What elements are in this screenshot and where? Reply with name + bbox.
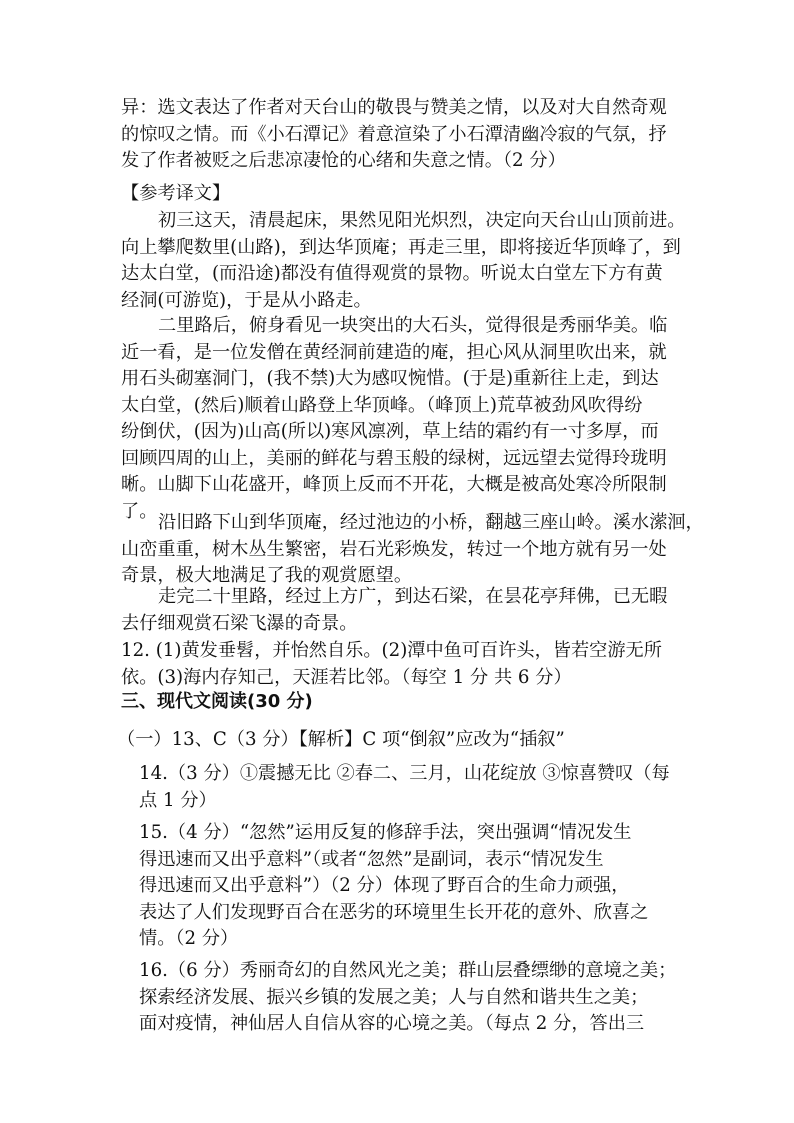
text-line: 经洞(可游览)，于是从小路走。 <box>121 289 372 311</box>
section-heading: 【参考译文】 <box>121 183 231 204</box>
text-line: 依。(3)海内存知己，天涯若比邻。（每空 1 分 共 6 分） <box>121 666 572 688</box>
text-line: 面对疫情，神仙居人自信从容的心境之美。（每点 2 分，答出三 <box>139 1013 645 1034</box>
text-line: 发了作者被贬之后悲凉凄怆的心绪和失意之情。（2 分） <box>121 150 566 171</box>
translation-paragraph-1 <box>121 208 686 314</box>
text-line: 异：选文表达了作者对天台山的敬畏与赞美之情，以及对大自然奇观 <box>121 97 667 118</box>
text-line: 用石头砌塞洞门，(我不禁)大为感叹惋惜。(于是)重新往上走，到达 <box>121 368 659 389</box>
section-3-heading <box>121 689 681 716</box>
translation-paragraph-3 <box>121 510 704 590</box>
question-14-answer <box>139 761 699 814</box>
text-line: 点 1 分） <box>139 789 217 811</box>
text-line: 奇景，极大地满足了我的观赏愿望。 <box>121 565 413 586</box>
text-line: （一）13、C（3 分）【解析】C 项“倒叙”应改为“插叙” <box>117 729 565 750</box>
text-line: 16.（6 分）秀丽奇幻的自然风光之美；群山层叠缥缈的意境之美； <box>139 960 677 981</box>
text-line: 回顾四周的山上，美丽的鲜花与碧玉般的绿树，远远望去觉得玲珑明 <box>121 447 667 469</box>
translation-paragraph-4 <box>121 584 681 637</box>
translation-paragraph-2 <box>121 313 681 525</box>
text-line: 初三这天，清晨起床，果然见阳光炽烈，决定向天台山山顶前进。 <box>158 210 686 231</box>
translation-heading <box>121 181 681 208</box>
text-line: 沿旧路下山到华顶庵，经过池边的小桥，翻越三座山岭。溪水潆洄， <box>158 512 704 533</box>
text-line: 得迅速而又出乎意料”（或者“忽然”是副词，表示“情况发生 <box>139 848 604 870</box>
question-16-answer <box>139 958 699 1038</box>
text-line: 15.（4 分）“忽然”运用反复的修辞手法，突出强调“情况发生 <box>139 822 632 843</box>
text-line: 二里路后，俯身看见一块突出的大石头，觉得很是秀丽华美。临 <box>158 315 668 336</box>
text-line: 探索经济发展、振兴乡镇的发展之美；人与自然和谐共生之美； <box>139 986 649 1008</box>
text-line: 山峦重重，树木丛生繁密，岩石光彩焕发，转过一个地方就有另一处 <box>121 538 667 560</box>
text-line: 14.（3 分）①震撼无比 ②春二、三月，山花绽放 ③惊喜赞叹（每 <box>139 763 670 784</box>
text-line: 得迅速而又出乎意料”）（2 分）体现了野百合的生命力顽强， <box>139 875 630 896</box>
text-line: 12. (1)黄发垂髫，并怡然自乐。(2)潭中鱼可百许头，皆若空游无所 <box>121 640 662 661</box>
question-12-answer <box>121 638 681 691</box>
text-line: 达太白堂，(而沿途)都没有值得观赏的景物。听说太白堂左下方有黄 <box>121 263 663 284</box>
section-heading: 三、现代文阅读(30 分) <box>121 691 313 712</box>
text-line: 了。 <box>121 500 158 522</box>
text-line: 向上攀爬数里(山路)，到达华顶庵；再走三里，即将接近华顶峰了，到 <box>121 236 681 258</box>
text-line: 表达了人们发现野百合在恶劣的环境里生长开花的意外、欣喜之 <box>139 901 649 923</box>
text-line: 去仔细观赏石梁飞瀑的奇景。 <box>121 612 358 634</box>
question-13-answer <box>117 727 677 754</box>
text-line: 太白堂，(然后)顺着山路登上华顶峰。（峰顶上)荒草被劲风吹得纷 <box>121 394 643 416</box>
comparison-answer <box>121 95 681 175</box>
question-15-answer <box>139 820 699 953</box>
text-line: 走完二十里路，经过上方广，到达石梁，在昙花亭拜佛，已无暇 <box>158 586 668 607</box>
text-line: 近一看，是一位发僧在黄经洞前建造的庵，担心风从洞里吹出来，就 <box>121 341 667 363</box>
text-line: 情。（2 分） <box>139 928 239 949</box>
text-line: 纷倒伏，(因为)山高(所以)寒风凛冽，草上结的霜约有一寸多厚，而 <box>121 421 659 442</box>
text-line: 晰。山脚下山花盛开，峰顶上反而不开花，大概是被高处寒冷所限制 <box>121 474 667 495</box>
text-line: 的惊叹之情。而《小石潭记》着意渲染了小石潭清幽冷寂的气氛，抒 <box>121 123 667 145</box>
